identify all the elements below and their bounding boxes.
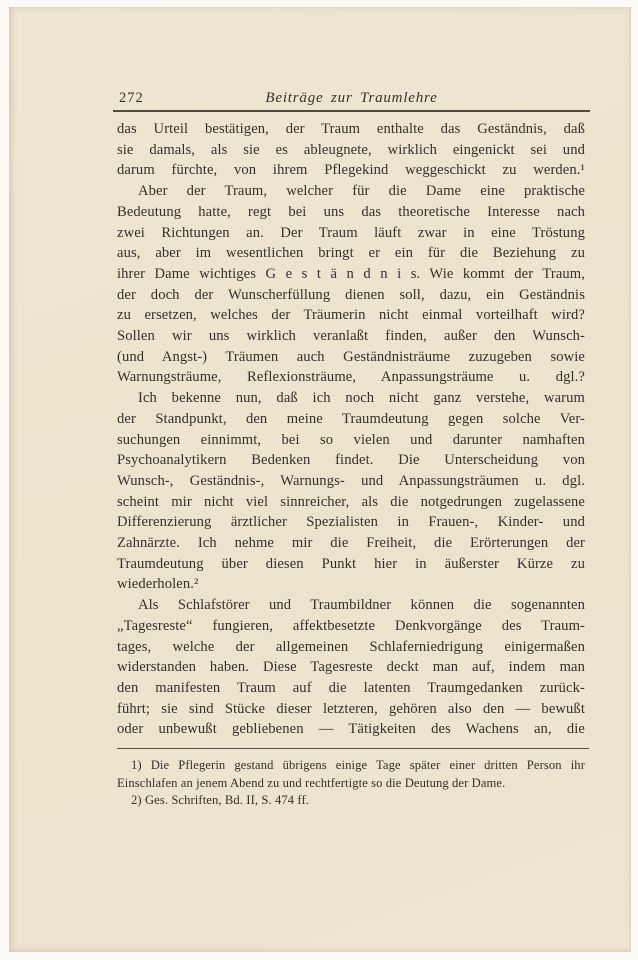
footnotes bbox=[117, 757, 585, 810]
text-line: widerstanden haben. Diese Tagesreste deckt man auf, indem man bbox=[117, 659, 585, 676]
header-rule bbox=[113, 110, 590, 112]
body-paragraph bbox=[117, 595, 585, 740]
text-line: Ich bekenne nun, daß ich noch nicht ganz verstehe, warum bbox=[138, 390, 585, 407]
text-line: der Standpunkt, den meine Traumdeutung gegen solche Ver- bbox=[117, 410, 585, 427]
text-line: ihrer Dame wichtiges G e s t ä n d n i s. Wie kommt der Traum, bbox=[117, 265, 585, 282]
footnote-rule bbox=[117, 748, 589, 749]
text-line: (und Angst-) Träumen auch Geständnisträume zuzugeben sowie bbox=[117, 348, 585, 365]
text-line: suchungen einnimmt, bei so vielen und darunter namhaften bbox=[117, 431, 585, 448]
text-line: das Urteil bestätigen, der Traum enthalte das Geständnis, daß bbox=[117, 121, 585, 137]
text-line: Sollen wir uns wirklich veranlaßt finden, außer den Wunsch- bbox=[117, 328, 585, 345]
text-line: darum fürchte, von ihrem Pflegekind weggeschickt zu werden.¹ bbox=[117, 162, 585, 179]
text-line: führt; sie sind Stücke dieser letzteren, gehören also den — bewußt bbox=[117, 700, 585, 717]
text-line: 2) Ges. Schriften, Bd. II, S. 474 ff. bbox=[131, 793, 310, 808]
page-header bbox=[117, 90, 586, 108]
text-line: den manifesten Traum auf die latenten Traumgedanken zurück- bbox=[117, 679, 585, 696]
body-text bbox=[117, 119, 585, 740]
body-paragraph bbox=[117, 119, 585, 181]
footnote-item bbox=[117, 792, 585, 810]
running-title: Beiträge zur Traumlehre bbox=[265, 90, 438, 106]
footnote-item bbox=[117, 757, 585, 792]
text-line: Traumdeutung über diesen Punkt hier in äußerster Kürze zu bbox=[117, 555, 585, 572]
text-line: oder unbewußt gebliebenen — Tätigkeiten des Wachens an, die bbox=[117, 721, 585, 738]
text-line: aus, aber im wesentlichen bringt er ein für die Beziehung zu bbox=[117, 245, 585, 262]
text-line: Zahnärzte. Ich nehme mir die Freiheit, die Erörterungen der bbox=[117, 535, 585, 552]
text-line: Bedeutung hatte, regt bei uns das theoretische Interesse nach bbox=[117, 203, 585, 220]
text-line: wiederholen.² bbox=[117, 576, 199, 593]
text-line: 1) Die Pflegerin gestand übrigens einige Tage später einer dritten Person ihr bbox=[131, 758, 585, 772]
text-line: zwei Richtungen an. Der Traum läuft zwar in eine Tröstung bbox=[117, 224, 585, 241]
book-page bbox=[9, 7, 631, 952]
text-line: Wunsch-, Geständnis-, Warnungs- und Anpassungsträumen u. dgl. bbox=[117, 472, 585, 489]
text-line: sie damals, als sie es ableugnete, wirklich eingenickt sei und bbox=[117, 141, 585, 158]
text-line: Differenzierung ärztlicher Spezialisten in Frauen-, Kinder- und bbox=[117, 514, 585, 531]
text-line: „Tagesreste“ fungieren, affektbesetzte Denkvorgänge des Traum- bbox=[117, 617, 585, 634]
text-line: der doch der Wunscherfüllung dienen soll, dazu, ein Geständnis bbox=[117, 286, 585, 303]
text-line: scheint mir nicht viel sinnreicher, als die notgedrungen zugelassene bbox=[117, 493, 585, 510]
text-line: tages, welche der allgemeinen Schlaferniedrigung einigermaßen bbox=[117, 638, 585, 655]
page-number: 272 bbox=[119, 90, 144, 106]
body-paragraph bbox=[117, 181, 585, 388]
text-line: zu ersetzen, welches der Träumerin nicht einmal vorteilhaft wird? bbox=[117, 307, 585, 324]
text-line: Als Schlafstörer und Traumbildner können die sogenannten bbox=[138, 597, 585, 614]
text-line: Psychoanalytikern Bedenken findet. Die Unterscheidung von bbox=[117, 452, 585, 469]
text-line: Aber der Traum, welcher für die Dame eine praktische bbox=[138, 183, 585, 200]
text-line: Einschlafen an jenem Abend zu und rechtfertigte so die Deutung der Dame. bbox=[117, 775, 506, 790]
body-paragraph bbox=[117, 388, 585, 595]
text-line: Warnungsträume, Reflexionsträume, Anpassungsträume u. dgl.? bbox=[117, 369, 585, 386]
